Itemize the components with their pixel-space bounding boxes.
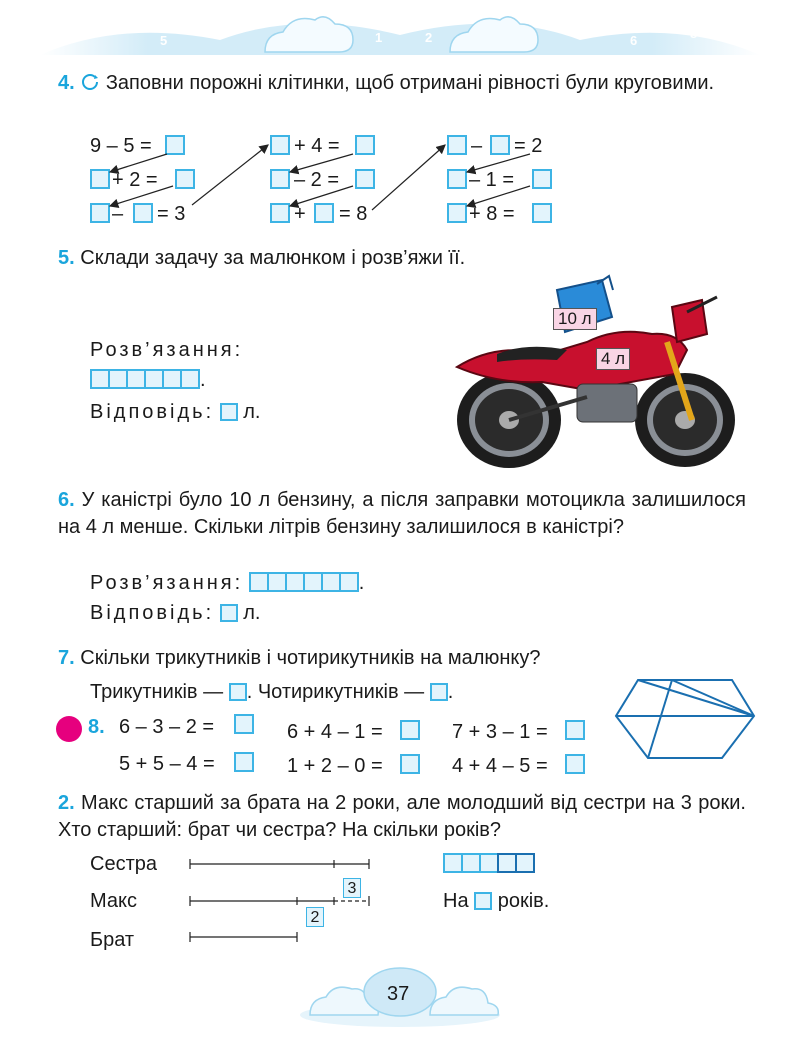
task4-text: 4. Заповни порожні клітинки, щоб отримані рівності були круговими. — [58, 72, 715, 94]
eq-text: 6 + 4 – 1 = — [287, 721, 383, 743]
eq-text: + — [294, 203, 306, 225]
task5-text: 5. Склади задачу за малюнком і розв’яжи її. — [58, 247, 466, 269]
cloud-num: 2 — [425, 30, 433, 45]
answer-box[interactable] — [220, 403, 238, 421]
task4-arrows — [0, 120, 800, 230]
brother-label: Брат — [90, 929, 135, 951]
task6-text: 6. У каністрі було 10 л бензину, а після заправки мотоцикла залишилося на 4 л менше. Скільки літрів бензину залишилося в каністрі? — [58, 489, 747, 538]
answer-box[interactable] — [234, 714, 254, 734]
eq-text: + 4 = — [294, 135, 340, 157]
eq-text: – 2 = — [294, 169, 340, 191]
eq-text: 6 – 3 – 2 = — [119, 716, 215, 738]
task7-text: 7. Скільки трикутників і чотирикутників на малюнку? — [58, 647, 541, 669]
cloud-num: 8 — [690, 26, 698, 41]
task7-answers: Трикутників — . Чотирикутників — . — [90, 681, 454, 703]
task2-solution-row — [443, 852, 535, 876]
eq-text: – — [112, 203, 124, 225]
eq-text: 7 + 3 – 1 = — [452, 721, 548, 743]
answer-box[interactable] — [400, 720, 420, 740]
cloud-num: 5 — [160, 33, 168, 48]
task6-solution-row: Розв’язання: . — [90, 572, 365, 594]
page-number: 37 — [387, 983, 410, 1005]
circular-arrow-icon — [80, 72, 100, 92]
eq-text: 1 + 2 – 0 = — [287, 755, 383, 777]
task2-answer: На років. — [443, 890, 550, 912]
eq-text: 4 + 4 – 5 = — [452, 755, 548, 777]
cloud-num: 3 — [225, 23, 233, 38]
answer-box[interactable] — [474, 892, 492, 910]
answer-box[interactable] — [229, 683, 247, 701]
motorcycle-image — [437, 272, 742, 472]
max-label: Макс — [90, 890, 137, 912]
task2-text: 2. Макс старший за брата на 2 роки, але молодший від сестри на 3 роки. Хто старший: брат чи сестра? На скільки років? — [58, 792, 746, 841]
pentagon-figure — [610, 668, 760, 763]
eq-text: = 2 — [514, 135, 543, 157]
eq-text: 9 – 5 = — [90, 135, 152, 157]
cloud-num: 4 — [570, 23, 578, 38]
cloud-num: 1 — [375, 30, 383, 45]
answer-box[interactable] — [234, 752, 254, 772]
task4-number: 4. — [58, 72, 75, 94]
cloud-num: 7 — [108, 23, 116, 38]
diff-3-box: 3 — [343, 878, 361, 898]
task6-answer: Відповідь: л. — [90, 602, 261, 624]
challenge-dot-icon — [56, 716, 82, 742]
diff-2-box: 2 — [306, 907, 324, 927]
eq-text: = 8 — [339, 203, 368, 225]
answer-box[interactable] — [565, 754, 585, 774]
task8-number: 8. — [88, 716, 105, 738]
sister-label: Сестра — [90, 853, 157, 875]
segment-diagram — [185, 850, 385, 950]
answer-box[interactable] — [400, 754, 420, 774]
answer-box[interactable] — [565, 720, 585, 740]
task5-solution-row: . — [90, 368, 206, 392]
task5-answer: Відповідь: л. — [90, 401, 261, 423]
answer-box[interactable] — [430, 683, 448, 701]
eq-text: + 2 = — [112, 169, 158, 191]
eq-text: 5 + 5 – 4 = — [119, 753, 215, 775]
eq-text: – 1 = — [469, 169, 515, 191]
cloud-num: 6 — [630, 33, 638, 48]
cloud-num: 0 — [400, 13, 408, 28]
answer-box[interactable] — [220, 604, 238, 622]
canister-label: 10 л — [553, 308, 597, 330]
tank-label: 4 л — [596, 348, 630, 370]
eq-text: – — [471, 135, 483, 157]
eq-text: + 8 = — [469, 203, 515, 225]
task5-solution-label: Розв’язання: — [90, 339, 244, 361]
header-clouds — [0, 0, 800, 70]
eq-text: = 3 — [157, 203, 186, 225]
